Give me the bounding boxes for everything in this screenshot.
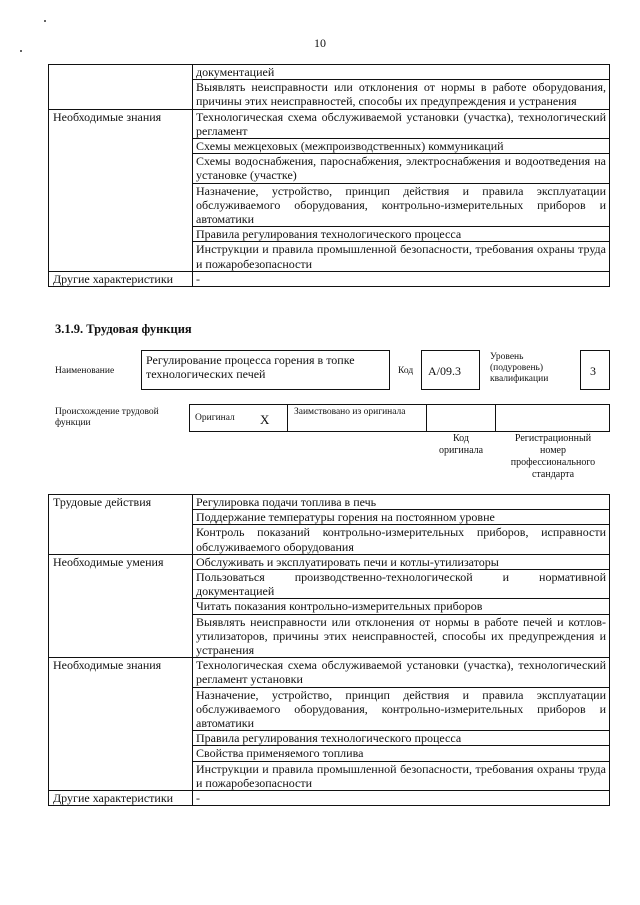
origin-divider-2	[426, 404, 427, 432]
table-row	[49, 791, 610, 806]
row-item: Технологическая схема обслуживаемой установки (участка), технологический регламент установки	[193, 658, 610, 687]
row-label: Другие характеристики	[49, 791, 193, 806]
row-item: Правила регулирования технологического процесса	[193, 227, 610, 242]
table-row	[49, 495, 610, 510]
row-item: Поддержание температуры горения на постоянном уровне	[193, 510, 610, 525]
row-item: Инструкции и правила промышленной безопасности, требования охраны труда и пожаробезопасности	[193, 761, 610, 790]
row-item: Назначение, устройство, принцип действия и правила эксплуатации обслуживаемого оборудования, контрольно-измерительных приборов и автоматики	[193, 183, 610, 227]
origin-label: Происхождение трудовой функции	[55, 407, 159, 428]
row-label: Необходимые знания	[49, 658, 193, 791]
code-label: Код	[398, 366, 414, 376]
row-item: Выявлять неисправности или отклонения от нормы в работе оборудования, причины этих неисправностей, способы их предупреждения и устранения	[193, 80, 610, 109]
row-label: Необходимые умения	[49, 554, 193, 657]
section-heading: 3.1.9. Трудовая функция	[55, 322, 192, 336]
row-item: Регулировка подачи топлива в печь	[193, 495, 610, 510]
row-item: Схемы межцеховых (межпроизводственных) коммуникаций	[193, 139, 610, 154]
table-row	[49, 554, 610, 569]
row-label	[49, 65, 193, 110]
table-row	[49, 658, 610, 687]
table-row	[49, 65, 610, 80]
row-label: Необходимые знания	[49, 109, 193, 271]
row-item: -	[193, 791, 610, 806]
level-value: 3	[590, 364, 596, 378]
table-row	[49, 271, 610, 286]
table-row	[49, 109, 610, 138]
origin-divider-3	[495, 404, 496, 432]
row-label: Трудовые действия	[49, 495, 193, 555]
borrowed-label: Заимствовано из оригинала	[294, 407, 406, 417]
row-item: Назначение, устройство, принцип действия и правила эксплуатации обслуживаемого оборудования, контрольно-измерительных приборов и автоматики	[193, 687, 610, 731]
page-number: 10	[314, 36, 326, 50]
row-item: Схемы водоснабжения, пароснабжения, электроснабжения и водоотведения на установке (участке)	[193, 154, 610, 183]
row-label: Другие характеристики	[49, 271, 193, 286]
original-mark: X	[260, 412, 270, 427]
level-label: Уровень (подуровень) квалификации	[490, 352, 549, 384]
row-item: Технологическая схема обслуживаемой установки (участка), технологический регламент	[193, 109, 610, 138]
name-value: Регулирование процесса горения в топке технологических печей	[146, 353, 355, 381]
row-item: Контроль показаний контрольно-измерительных приборов, исправности обслуживаемого оборудования	[193, 525, 610, 554]
row-item: Обслуживать и эксплуатировать печи и котлы-утилизаторы	[193, 554, 610, 569]
table-top	[48, 64, 610, 287]
row-item: Правила регулирования технологического процесса	[193, 731, 610, 746]
code-original-caption: Код оригинала	[438, 433, 484, 456]
code-value: A/09.3	[428, 364, 461, 378]
row-item: Выявлять неисправности или отклонения от нормы в работе печей и котлов-утилизаторов, причины этих неисправностей, способы их предупреждения и устранения	[193, 614, 610, 658]
origin-divider-1	[287, 404, 288, 432]
original-label: Оригинал	[195, 413, 235, 423]
table-bottom	[48, 494, 610, 806]
row-item: Свойства применяемого топлива	[193, 746, 610, 761]
reg-number-caption: Регистрационный номер профессионального стандарта	[510, 433, 596, 480]
row-item: Инструкции и правила промышленной безопасности, требования охраны труда и пожаробезопасности	[193, 242, 610, 271]
scan-speck	[44, 20, 46, 22]
name-label: Наименование	[55, 366, 115, 376]
row-item: -	[193, 271, 610, 286]
row-item: документацией	[193, 65, 610, 80]
row-item: Читать показания контрольно-измерительных приборов	[193, 599, 610, 614]
row-item: Пользоваться производственно-технологической и нормативной документацией	[193, 570, 610, 599]
